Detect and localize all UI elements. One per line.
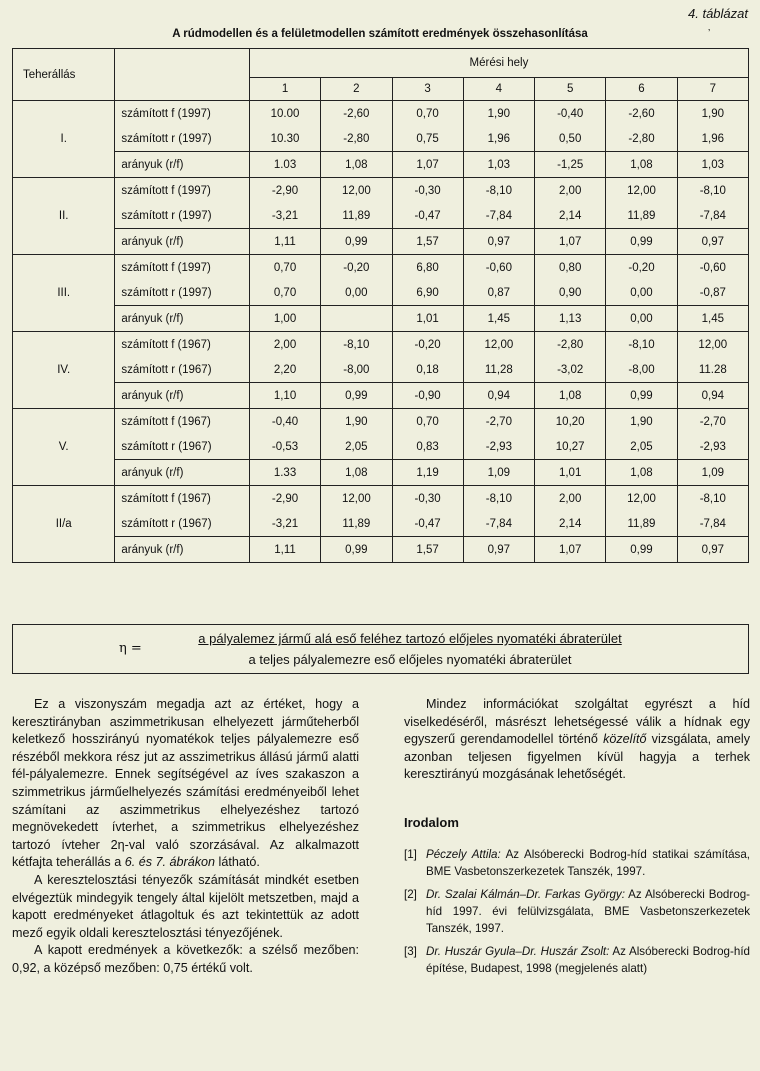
table-cell: -0,60 — [677, 255, 748, 281]
table-cell: -0,40 — [249, 409, 320, 435]
table-cell: -2,60 — [606, 101, 677, 127]
table-cell: -3,21 — [249, 511, 320, 537]
table-cell: 11,89 — [321, 511, 392, 537]
table-cell: 2,14 — [535, 511, 606, 537]
table-cell: -3,02 — [535, 357, 606, 383]
table-row — [13, 511, 749, 537]
table-cell: 12,00 — [606, 486, 677, 512]
reference-list — [404, 846, 750, 977]
table-cell: 12,00 — [677, 332, 748, 358]
reference-number: [2] — [404, 887, 417, 901]
table-row — [13, 152, 749, 178]
table-cell: -8,10 — [321, 332, 392, 358]
table-cell: -7,84 — [677, 511, 748, 537]
table-cell: 10,20 — [535, 409, 606, 435]
table-cell: -0,20 — [392, 332, 463, 358]
table-row — [13, 101, 749, 127]
table-body — [13, 101, 749, 563]
table-cell: 1,90 — [321, 409, 392, 435]
table-cell: 1,90 — [463, 101, 534, 127]
table-cell: 6,80 — [392, 255, 463, 281]
table-cell: -0,47 — [392, 511, 463, 537]
formula-denominator: a teljes pályalemezre eső előjeles nyomatéki ábraterület — [248, 652, 572, 667]
row-label: arányuk (r/f) — [115, 152, 249, 178]
table-cell: 1,90 — [677, 101, 748, 127]
table-cell: 1,13 — [535, 306, 606, 332]
table-cell: -2,70 — [463, 409, 534, 435]
table-cell: 1,57 — [392, 537, 463, 563]
table-cell: 10,27 — [535, 434, 606, 460]
table-cell: 0,97 — [463, 537, 534, 563]
table-cell: 1,08 — [606, 152, 677, 178]
table-cell: 1,45 — [677, 306, 748, 332]
table-cell: -8,00 — [606, 357, 677, 383]
table-cell: 12,00 — [321, 486, 392, 512]
table-cell: -2,60 — [321, 101, 392, 127]
row-label: arányuk (r/f) — [115, 306, 249, 332]
load-case-label: I. — [13, 101, 115, 178]
table-cell: -0,20 — [321, 255, 392, 281]
position-header-4: 4 — [463, 78, 534, 101]
stray-mark: ’ — [708, 28, 711, 39]
table-cell: -8,10 — [677, 486, 748, 512]
table-cell: 0,00 — [606, 306, 677, 332]
table-cell: 1,96 — [677, 126, 748, 152]
table-cell: 0,97 — [677, 537, 748, 563]
table-cell: 1.33 — [249, 460, 320, 486]
table-cell: 1,57 — [392, 229, 463, 255]
table-cell: 1,03 — [463, 152, 534, 178]
table-cell: 11,28 — [463, 357, 534, 383]
position-header-3: 3 — [392, 78, 463, 101]
table-cell: 1,01 — [392, 306, 463, 332]
row-label: számított r (1967) — [115, 434, 249, 460]
load-case-label: III. — [13, 255, 115, 332]
table-cell: -2,80 — [535, 332, 606, 358]
row-label: számított f (1997) — [115, 178, 249, 204]
load-case-label: II/a — [13, 486, 115, 563]
reference-text: Az Alsóberecki Bodrog-híd építése, Budapest, 1998 (megjelenés alatt) — [426, 944, 750, 975]
row-label: számított f (1997) — [115, 255, 249, 281]
table-row — [13, 178, 749, 204]
table-cell: -8,10 — [606, 332, 677, 358]
table-number: 4. táblázat — [688, 6, 748, 21]
table-row — [13, 409, 749, 435]
table-cell: 1,45 — [463, 306, 534, 332]
row-label: számított r (1997) — [115, 280, 249, 306]
row-label: számított f (1967) — [115, 332, 249, 358]
table-cell: -1,25 — [535, 152, 606, 178]
eta-symbol: η = — [119, 641, 142, 656]
table-cell: -0,20 — [606, 255, 677, 281]
row-label: arányuk (r/f) — [115, 460, 249, 486]
table-row — [13, 229, 749, 255]
table-cell: -0,53 — [249, 434, 320, 460]
table-cell: 1,01 — [535, 460, 606, 486]
table-row — [13, 203, 749, 229]
references-heading: Irodalom — [404, 814, 459, 830]
table-cell: 0,00 — [606, 280, 677, 306]
position-header-7: 7 — [677, 78, 748, 101]
table-cell: 0,70 — [249, 280, 320, 306]
table-cell: 0,99 — [606, 229, 677, 255]
table-cell: 2,20 — [249, 357, 320, 383]
measurement-position-header: Mérési hely — [249, 49, 748, 78]
position-header-5: 5 — [535, 78, 606, 101]
table-cell: 6,90 — [392, 280, 463, 306]
table-cell: 10.30 — [249, 126, 320, 152]
table-row — [13, 460, 749, 486]
table-cell: 1,00 — [249, 306, 320, 332]
table-cell: 2,05 — [606, 434, 677, 460]
table-cell: 0,99 — [321, 229, 392, 255]
table-cell: 1,09 — [463, 460, 534, 486]
reference-item — [404, 943, 750, 977]
table-cell: 12,00 — [606, 178, 677, 204]
emphasis-word: közelítő — [603, 732, 647, 747]
table-cell: 1,90 — [606, 409, 677, 435]
table-cell: -2,90 — [249, 178, 320, 204]
table-cell: 0,83 — [392, 434, 463, 460]
table-cell: 12,00 — [321, 178, 392, 204]
position-header-1: 1 — [249, 78, 320, 101]
paragraph-results: A kapott eredmények a következők: a szélső mezőben: 0,92, a középső mezőben: 0,75 értékű volt. — [12, 943, 359, 975]
row-label: számított r (1967) — [115, 511, 249, 537]
table-cell: -2,93 — [677, 434, 748, 460]
table-cell: 0,90 — [535, 280, 606, 306]
table-cell: -8,00 — [321, 357, 392, 383]
table-cell — [321, 306, 392, 332]
table-cell: 1,08 — [606, 460, 677, 486]
table-cell: 0,70 — [392, 409, 463, 435]
results-table — [12, 48, 749, 563]
table-cell: 1,07 — [535, 229, 606, 255]
table-cell: -2,93 — [463, 434, 534, 460]
row-label: számított r (1997) — [115, 203, 249, 229]
table-cell: -8,10 — [677, 178, 748, 204]
table-cell: 1,08 — [321, 460, 392, 486]
load-case-label: IV. — [13, 332, 115, 409]
table-cell: 0,99 — [606, 383, 677, 409]
table-cell: -8,10 — [463, 178, 534, 204]
reference-text: Az Alsóberecki Bodrog-híd statikai számítása, BME Vasbetonszerkezetek Tanszék, 1997. — [426, 847, 750, 878]
table-cell: 0,87 — [463, 280, 534, 306]
formula-numerator: a pályalemez jármű alá eső feléhez tartozó előjeles nyomatéki ábraterület — [198, 631, 622, 646]
table-cell: 0,97 — [677, 229, 748, 255]
table-row — [13, 537, 749, 563]
reference-author: Dr. Huszár Gyula–Dr. Huszár Zsolt: — [426, 944, 610, 958]
left-text-column — [12, 696, 359, 978]
eta-formula-box — [12, 624, 749, 674]
position-header-6: 6 — [606, 78, 677, 101]
table-cell: 1,10 — [249, 383, 320, 409]
table-cell: 0,99 — [606, 537, 677, 563]
table-row — [13, 280, 749, 306]
table-cell: -0,87 — [677, 280, 748, 306]
table-cell: 10.00 — [249, 101, 320, 127]
table-row — [13, 434, 749, 460]
table-cell: -7,84 — [463, 511, 534, 537]
table-cell: -2,90 — [249, 486, 320, 512]
table-cell: 1,07 — [535, 537, 606, 563]
table-cell: 1,96 — [463, 126, 534, 152]
paragraph-conclusion: Mindez információkat szolgáltat egyrészt a híd viselkedéséről, másrészt lehetségessé válik a hídnak egy egyszerű gerendamodellel történő közelítő vizsgálata, amely azonban teljesen figyelmen kívül hagyja a terhek keresztirányú mozgásának lehetőségét. — [404, 697, 750, 782]
table-cell: 0,94 — [463, 383, 534, 409]
table-cell: -7,84 — [677, 203, 748, 229]
row-label: számított f (1967) — [115, 486, 249, 512]
table-cell: 1,08 — [321, 152, 392, 178]
reference-number: [1] — [404, 847, 417, 861]
table-cell: 0,70 — [249, 255, 320, 281]
table-cell: 12,00 — [463, 332, 534, 358]
table-cell: 0,00 — [321, 280, 392, 306]
reference-number: [3] — [404, 944, 417, 958]
row-label: számított f (1967) — [115, 409, 249, 435]
row-label: arányuk (r/f) — [115, 383, 249, 409]
table-cell: 0,97 — [463, 229, 534, 255]
paragraph-eta-explanation: Ez a viszonyszám megadja azt az értéket, hogy a keresztirányban aszimmetrikusan elhelyezett járműteherből keletkező hosszirányú nyomatékok teljes pályalemezre eső részéből mekkora rész jut az asszimetrikus állású jármű alatti fél-pályalemezre. Ennek segítségével az íves szakaszon a szimmetrikus járműelhelyezés számítási eredményeiből lehet számítani az aszimmetrikus elhelyezéshez tartozó megnövekedett ívterhet, a szimmetrikus elhelyezéshez tartozó ívteher 2η-val való szorzásával. Az alkalmazott kétfajta teherállás a 6. és 7. ábrákon látható. — [12, 697, 359, 870]
reference-author: Dr. Szalai Kálmán–Dr. Farkas György: — [426, 887, 625, 901]
table-cell: 0,94 — [677, 383, 748, 409]
table-cell: -0,47 — [392, 203, 463, 229]
table-cell: -0,30 — [392, 178, 463, 204]
table-row — [13, 357, 749, 383]
table-cell: -0,90 — [392, 383, 463, 409]
table-cell: -8,10 — [463, 486, 534, 512]
reference-author: Péczely Attila: — [426, 847, 501, 861]
table-cell: -2,80 — [321, 126, 392, 152]
table-cell: -2,70 — [677, 409, 748, 435]
table-cell: -0,30 — [392, 486, 463, 512]
table-cell: 0,70 — [392, 101, 463, 127]
reference-item — [404, 886, 750, 937]
table-cell: 2,00 — [535, 486, 606, 512]
table-cell: 2,14 — [535, 203, 606, 229]
table-row — [13, 255, 749, 281]
table-cell: 1.03 — [249, 152, 320, 178]
load-column-header: Teherállás — [13, 49, 115, 101]
table-title: A rúdmodellen és a felületmodellen számított eredmények összehasonlítása — [172, 28, 588, 40]
table-row — [13, 486, 749, 512]
table-cell: 2,05 — [321, 434, 392, 460]
table-cell: -0,40 — [535, 101, 606, 127]
table-cell: 2,00 — [249, 332, 320, 358]
row-label: számított f (1997) — [115, 101, 249, 127]
load-case-label: V. — [13, 409, 115, 486]
table-cell: 1,19 — [392, 460, 463, 486]
table-cell: 2,00 — [535, 178, 606, 204]
table-cell: -3,21 — [249, 203, 320, 229]
table-cell: 0,99 — [321, 383, 392, 409]
table-row — [13, 383, 749, 409]
table-cell: 1,03 — [677, 152, 748, 178]
reference-item — [404, 846, 750, 880]
position-header-2: 2 — [321, 78, 392, 101]
table-cell: 11,89 — [606, 203, 677, 229]
table-cell: 1,09 — [677, 460, 748, 486]
table-cell: -0,60 — [463, 255, 534, 281]
figure-reference: 6. és 7. ábrákon — [124, 855, 216, 870]
row-type-header — [115, 49, 249, 101]
right-text-column — [404, 696, 750, 983]
table-cell: -2,80 — [606, 126, 677, 152]
row-label: arányuk (r/f) — [115, 537, 249, 563]
table-cell: 11.28 — [677, 357, 748, 383]
table-cell: 0,99 — [321, 537, 392, 563]
table-row — [13, 306, 749, 332]
table-row — [13, 126, 749, 152]
table-cell: 11,89 — [606, 511, 677, 537]
table-row — [13, 332, 749, 358]
row-label: számított r (1997) — [115, 126, 249, 152]
table-cell: 0,50 — [535, 126, 606, 152]
row-label: számított r (1967) — [115, 357, 249, 383]
row-label: arányuk (r/f) — [115, 229, 249, 255]
reference-text: Az Alsóberecki Bodrog-híd 1997. évi felülvizsgálata, BME Vasbetonszerkezetek Tanszék, 1997. — [426, 887, 750, 935]
table-cell: 1,08 — [535, 383, 606, 409]
table-cell: 0,80 — [535, 255, 606, 281]
table-cell: 1,11 — [249, 229, 320, 255]
table-cell: 1,07 — [392, 152, 463, 178]
table-cell: 0,75 — [392, 126, 463, 152]
table-cell: 0,18 — [392, 357, 463, 383]
table-cell: 11,89 — [321, 203, 392, 229]
table-cell: 1,11 — [249, 537, 320, 563]
load-case-label: II. — [13, 178, 115, 255]
table-cell: -7,84 — [463, 203, 534, 229]
paragraph-distribution: A keresztelosztási tényezők számítását mindkét esetben elvégeztük mindegyik tengely által kijelölt metszetben, majd a kapott eredményeket átlagoltuk és azt tekintettük az adott mező egyik oldali keresztelosztási tényezőjének. — [12, 872, 359, 940]
